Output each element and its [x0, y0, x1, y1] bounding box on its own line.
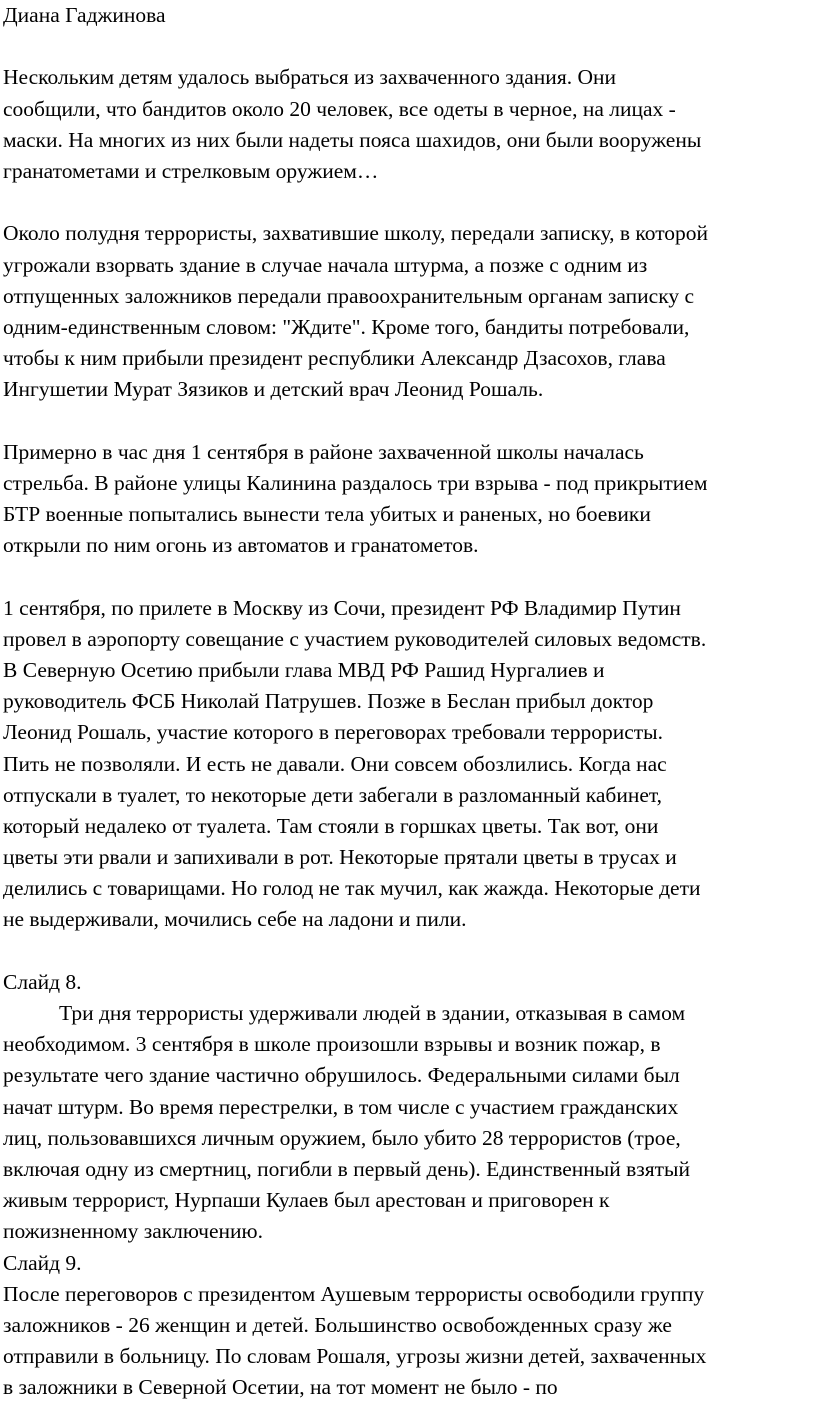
- text-line: БТР военные попытались вынести тела убитых и раненых, но боевики: [3, 502, 651, 526]
- author-name: Диана Гаджинова: [3, 3, 166, 27]
- text-line: гранатометами и стрелковым оружием…: [3, 158, 379, 183]
- paragraph-slide-9: [3, 1279, 811, 1403]
- text-line: После переговоров с президентом Аушевым террористы освободили группу: [3, 1281, 705, 1306]
- document-page: [3, 0, 811, 1403]
- text-line: Примерно в час дня 1 сентября в районе захваченной школы началась: [3, 439, 644, 464]
- text-line: одним-единственным словом: "Ждите". Кроме того, бандиты потребовали,: [3, 314, 690, 339]
- paragraph-meeting: [3, 593, 811, 936]
- text-line: Леонид Рошаль, участие которого в переговорах требовали террористы.: [3, 720, 663, 745]
- text-line: В Северную Осетию прибыли глава МВД РФ Рашид Нургалиев и: [3, 657, 605, 682]
- paragraph-gap: [3, 561, 811, 592]
- text-line: лиц, пользовавшихся личным оружием, было убито 28 террористов (трое,: [3, 1125, 681, 1150]
- text-line: Нескольким детям удалось выбраться из захваченного здания. Они: [3, 65, 616, 90]
- text-line: отправили в больницу. По словам Рошаля, угрозы жизни детей, захваченных: [3, 1344, 707, 1369]
- text-line: отпущенных заложников передали правоохранительным органам записку с: [3, 283, 695, 308]
- text-line: Пить не позволяли. И есть не давали. Они совсем обозлились. Когда нас: [3, 751, 667, 776]
- text-line: Три дня террористы удерживали людей в здании, отказывая в самом: [59, 1001, 686, 1025]
- text-line: результате чего здание частично обрушилось. Федеральными силами был: [3, 1063, 680, 1088]
- paragraph-gap: [3, 405, 811, 436]
- text-line: Около полудня террористы, захватившие школу, передали записку, в которой: [3, 221, 709, 246]
- text-line: живым террорист, Нурпаши Кулаев был арестован и приговорен к: [3, 1188, 610, 1213]
- text-line: стрельба. В районе улицы Калинина раздалось три взрыва - под прикрытием: [3, 470, 708, 495]
- paragraph-gap: [3, 31, 811, 62]
- text-line: пожизненному заключению.: [3, 1219, 263, 1244]
- text-line: сообщили, что бандитов около 20 человек, все одеты в черное, на лицах -: [3, 96, 676, 121]
- text-line: Ингушетии Мурат Зязиков и детский врач Леонид Рошаль.: [3, 377, 544, 402]
- paragraph-slide-8: [3, 998, 811, 1248]
- text-line: руководитель ФСБ Николай Патрушев. Позже в Беслан прибыл доктор: [3, 689, 654, 714]
- paragraph-gap: [3, 187, 811, 218]
- text-line: делились с товарищами. Но голод не так мучил, как жажда. Некоторые дети: [3, 876, 701, 901]
- paragraph-note: [3, 218, 811, 405]
- text-line: маски. На многих из них были надеты пояса шахидов, они были вооружены: [3, 127, 702, 152]
- text-line: отпускали в туалет, то некоторые дети забегали в разломанный кабинет,: [3, 782, 663, 807]
- text-line: провел в аэропорту совещание с участием руководителей силовых ведомств.: [3, 626, 707, 651]
- slide-8-label: Слайд 8.: [3, 969, 82, 994]
- text-line: включая одну из смертниц, погибли в первый день). Единственный взятый: [3, 1156, 690, 1181]
- paragraph-gap: [3, 936, 811, 967]
- text-line: открыли по ним огонь из автоматов и гранатометов.: [3, 533, 479, 558]
- text-line: не выдерживали, мочились себе на ладони и пили.: [3, 907, 467, 932]
- text-line: заложников - 26 женщин и детей. Большинство освобожденных сразу же: [3, 1312, 672, 1337]
- paragraph-escaped-children: [3, 62, 811, 187]
- text-line: чтобы к ним прибыли президент республики Александр Дзасохов, глава: [3, 346, 666, 371]
- text-line: который недалеко от туалета. Там стояли в горшках цветы. Так вот, они: [3, 813, 659, 838]
- text-line: в заложники в Северной Осетии, на тот момент не было - по: [3, 1375, 558, 1400]
- text-line: 1 сентября, по прилете в Москву из Сочи, президент РФ Владимир Путин: [3, 595, 681, 620]
- text-line: угрожали взорвать здание в случае начала штурма, а позже с одним из: [3, 252, 648, 277]
- text-line: цветы эти рвали и запихивали в рот. Некоторые прятали цветы в трусах и: [3, 845, 677, 870]
- text-line: необходимом. 3 сентября в школе произошли взрывы и возник пожар, в: [3, 1032, 661, 1057]
- text-line: начат штурм. Во время перестрелки, в том числе с участием гражданских: [3, 1094, 679, 1119]
- slide-9-label: Слайд 9.: [3, 1250, 82, 1275]
- paragraph-shooting: [3, 437, 811, 562]
